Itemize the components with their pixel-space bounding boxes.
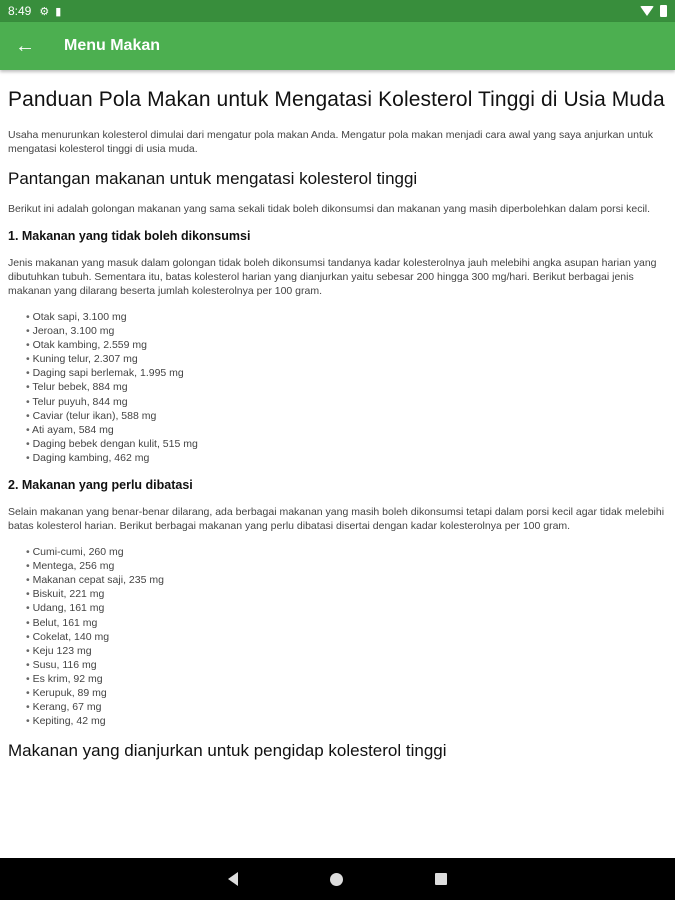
list-item: • Kuning telur, 2.307 mg [26,352,665,366]
list-item: • Otak kambing, 2.559 mg [26,338,665,352]
list-item: • Daging kambing, 462 mg [26,451,665,465]
list-item: • Kerupuk, 89 mg [26,686,665,700]
nav-home-icon[interactable] [330,873,343,886]
battery-icon [660,5,667,17]
settings-icon: ⚙ [39,5,50,18]
section-heading-recommended: Makanan yang dianjurkan untuk pengidap kolesterol tinggi [8,741,447,761]
list-item: • Daging bebek dengan kulit, 515 mg [26,437,665,451]
list-item: • Daging sapi berlemak, 1.995 mg [26,366,665,380]
section-heading-restrictions: Pantangan makanan untuk mengatasi kolesterol tinggi [8,169,418,188]
list-item: • Cokelat, 140 mg [26,630,665,644]
section-intro-restrictions: Berikut ini adalah golongan makanan yang sama sekali tidak boleh dikonsumsi dan makanan yang masih diperbolehkan dalam porsi kecil. [8,203,651,215]
nav-recents-icon[interactable] [435,873,447,885]
list-item: • Caviar (telur ikan), 588 mg [26,409,665,423]
sd-card-icon: ▮ [55,5,62,18]
wifi-icon [640,6,654,16]
list-item: • Cumi-cumi, 260 mg [26,545,665,559]
app-bar [0,22,675,70]
list-item: • Belut, 161 mg [26,616,665,630]
limited-foods-list [26,545,665,728]
list-item: • Kerang, 67 mg [26,700,665,714]
back-arrow-icon[interactable]: ← [15,34,35,57]
subheading-limited-foods: 2. Makanan yang perlu dibatasi [8,478,193,493]
list-item: • Makanan cepat saji, 235 mg [26,573,665,587]
article-intro: Usaha menurunkan kolesterol dimulai dari mengatur pola makan Anda. Mengatur pola makan menjadi cara awal yang saya anjurkan untuk mengatasi kolesterol tinggi di usia muda. [8,129,653,155]
list-item: • Otak sapi, 3.100 mg [26,310,665,324]
list-item: • Jeroan, 3.100 mg [26,324,665,338]
list-item: • Es krim, 92 mg [26,672,665,686]
article-title: Panduan Pola Makan untuk Mengatasi Kolesterol Tinggi di Usia Muda [8,88,665,111]
app-bar-title: Menu Makan [64,37,161,54]
list-item: • Udang, 161 mg [26,601,665,615]
list-item: • Telur puyuh, 844 mg [26,395,665,409]
status-bar [0,0,675,22]
list-item: • Biskuit, 221 mg [26,587,665,601]
list-item: • Susu, 116 mg [26,658,665,672]
list-item: • Keju 123 mg [26,644,665,658]
navigation-bar [0,858,675,900]
list-item: • Kepiting, 42 mg [26,714,665,728]
article-content[interactable] [0,70,675,858]
list-item: • Telur bebek, 884 mg [26,380,665,394]
nav-back-icon[interactable] [228,872,238,886]
forbidden-foods-list [26,310,665,465]
status-time: 8:49 [8,4,32,18]
limited-foods-text: Selain makanan yang benar-benar dilarang, ada berbagai makanan yang masih boleh dikonsumsi tetapi dalam porsi kecil agar tidak melebihi batas kolesterol harian. Berikut berbagai makanan yang perlu dibatasi disertai dengan kadar kolesterolnya per 100 gram. [8,506,665,533]
subheading-forbidden-foods: 1. Makanan yang tidak boleh dikonsumsi [8,229,251,243]
list-item: • Ati ayam, 584 mg [26,423,665,437]
forbidden-foods-text: Jenis makanan yang masuk dalam golongan tidak boleh dikonsumsi tandanya kadar kolesterolnya jauh melebihi angka asupan harian yang dibutuhkan tubuh. Sementara itu, batas kolesterol harian yang dianjurkan yaitu sebesar 200 hingga 300 mg/hari. Berikut berbagai jenis makanan yang dilarang beserta jumlah kolesterolnya per 100 gram. [8,257,657,297]
list-item: • Mentega, 256 mg [26,559,665,573]
